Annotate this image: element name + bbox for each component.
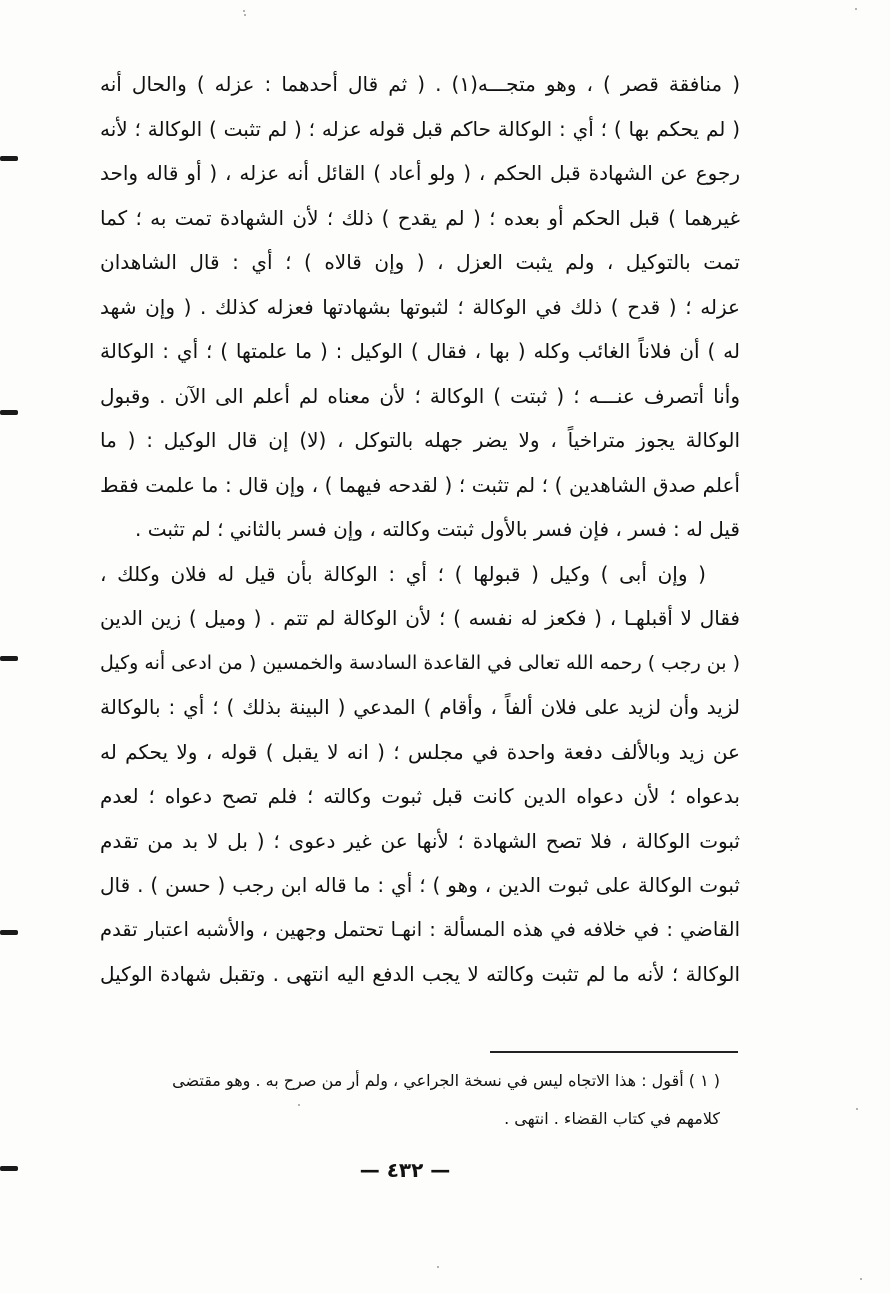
text-line: فقال لا أقبلهـا ، ( فكعز له نفسه ) ؛ لأن الوكالة لم تتم . ( وميل ) زين الدين (100, 606, 740, 630)
text-line: لزيد وأن لزيد على فلان ألفاً ، وأقام ) المدعي ( البينة بذلك ) ؛ أي : بالوكالة (100, 695, 740, 719)
page-number: — ٤٣٢ — (359, 1158, 451, 1182)
text-line: القاضي : في خلافه في هذه المسألة : انهـا تحتمل وجهين ، والأشبه اعتبار تقدم (100, 917, 740, 941)
footnote-line: كلامهم في كتاب القضاء . انتهى . (504, 1109, 720, 1128)
text-line: عن زيد وبالألف دفعة واحدة في مجلس ؛ ( انه لا يقبل ) قوله ، ولا يحكم له (100, 739, 740, 764)
text-line: له ) أن فلاناً الغائب وكله ( بها ، فقال ) الوكيل : ( ما علمتها ) ؛ أي : الوكالة (100, 339, 740, 363)
text-line: وأنا أتصرف عنـــه ؛ ( ثبتت ) الوكالة ؛ لأن معناه لم أعلم الى الآن . وقبول (100, 383, 740, 408)
text-line: ثبوت الوكالة على ثبوت الدين ، وهو ) ؛ أي : ما قاله ابن رجب ( حسن ) . قال (100, 873, 740, 897)
scan-speck (855, 8, 857, 10)
text-line: رجوع عن الشهادة قبل الحكم ، ( ولو أعاد ) القائل أنه عزله ، ( أو قاله واحد (100, 161, 740, 185)
text-line: عزله ؛ ( قدح ) ذلك في الوكالة ؛ لثبوتها بشهادتها فعزله كذلك . ( وإن شهد (100, 294, 740, 319)
text-line: قيل له : فسر ، فإن فسر بالأول ثبتت وكالته ، وإن فسر بالثاني ؛ لم تثبت . (134, 517, 740, 541)
scan-speck (244, 14, 246, 16)
text-line: الوكالة ؛ لأنه ما لم تثبت وكالته لا يجب الدفع اليه انتهى . وتقبل شهادة الوكيل (100, 962, 740, 986)
text-line: ( وإن أبى ) وكيل ( قبولها ) ؛ أي : الوكالة بأن قيل له فلان وكلك ، (100, 561, 706, 586)
footnote (100, 1062, 720, 1138)
margin-tick-mark (0, 156, 18, 161)
footnote-divider (490, 1051, 738, 1053)
margin-tick-mark (0, 1166, 18, 1171)
margin-tick-mark (0, 656, 18, 661)
main-text (100, 62, 740, 997)
margin-tick-mark (0, 930, 18, 935)
scan-speck (860, 1278, 862, 1280)
text-line: ثبوت الوكالة ، فلا تصح الشهادة ؛ لأنها عن غير دعوى ؛ ( بل لا بد من تقدم (100, 828, 740, 853)
text-line: ( منافقة قصر ) ، وهو متجـــه(١) . ( ثم قال أحدهما : عزله ) والحال أنه (100, 72, 740, 96)
scan-speck (856, 1108, 858, 1110)
margin-tick-mark (0, 410, 18, 415)
text-line: ( بن رجب ) رحمه الله تعالى في القاعدة السادسة والخمسين ( من ادعى أنه وكيل (100, 651, 740, 674)
text-line: ( لم يحكم بها ) ؛ أي : الوكالة حاكم قبل قوله عزله ؛ ( لم تثبت ) الوكالة ؛ لأنه (100, 116, 740, 141)
scan-speck (298, 1104, 300, 1106)
text-line: غيرهما ) قبل الحكم أو بعده ؛ ( لم يقدح ) ذلك ؛ لأن الشهادة تمت به ؛ كما (100, 205, 740, 230)
text-line: الوكالة يجوز متراخياً ، ولا يضر جهله بالتوكل ، (لا) إن قال الوكيل : ( ما (100, 428, 740, 452)
text-line: بدعواه ؛ لأن دعواه الدين كانت قبل ثبوت وكالته ؛ فلم تصح دعواه ؛ لعدم (100, 784, 740, 808)
text-line: أعلم صدق الشاهدين ) ؛ لم تثبت ؛ ( لقدحه فيهما ) ، وإن قال : ما علمت فقط (100, 472, 740, 497)
footnote-line: ( ١ ) أقول : هذا الاتجاه ليس في نسخة الجراعي ، ولم أر من صرح به . وهو مقتضى (172, 1071, 720, 1090)
text-line: تمت بالتوكيل ، ولم يثبت العزل ، ( وإن قالاه ) ؛ أي : قال الشاهدان (100, 250, 740, 274)
scan-speck (437, 1266, 439, 1268)
scan-speck (243, 10, 245, 12)
